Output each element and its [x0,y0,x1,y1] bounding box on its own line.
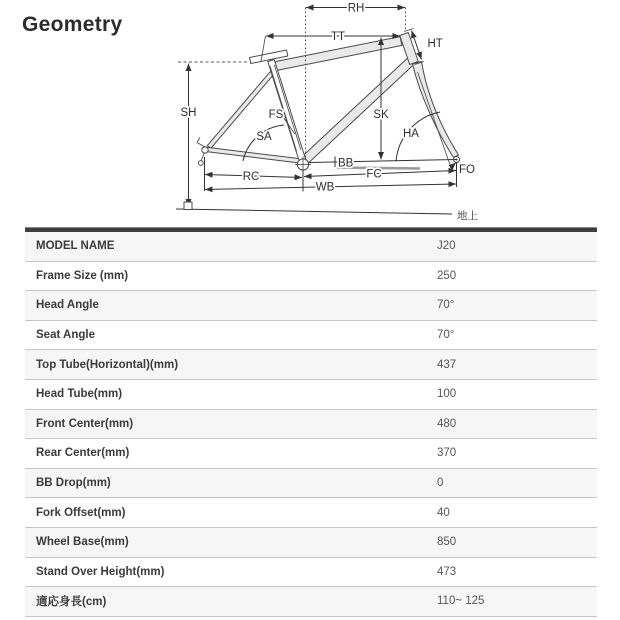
spec-value: 473 [437,565,457,578]
spec-value: 850 [437,536,457,549]
rear-dropout [202,147,208,153]
ground-label: 地上 [457,210,478,222]
table-row [25,291,597,321]
dropout-plate [197,143,205,148]
spec-value: 437 [437,358,457,371]
tt-label: TT [330,31,346,43]
table-row [25,498,597,528]
table-row [25,232,597,262]
spec-value: 480 [437,417,457,430]
table-row [25,587,597,617]
spec-label: MODEL NAME [36,240,115,253]
spec-value: 100 [437,388,457,401]
fc-label: FC [366,168,382,181]
frame-tubes [207,33,459,164]
spec-value: 70° [437,329,455,342]
spec-label: Top Tube(Horizontal)(mm) [36,358,179,371]
table-row [25,469,597,499]
page-title: Geometry [22,13,123,36]
spec-value: 370 [437,447,457,460]
spec-label: Fork Offset(mm) [36,506,126,519]
spec-value: 40 [437,506,450,519]
table-row [25,350,597,380]
ground-right-angle-marker [184,202,192,210]
bike-geometry-diagram [0,0,620,224]
ground-line [176,209,452,214]
table-row [25,439,597,469]
rc-label: RC [242,171,260,183]
spec-label: BB Drop(mm) [36,477,111,490]
spec-value: 110~ 125 [437,595,485,608]
spec-label: Wheel Base(mm) [36,536,129,549]
spec-label: Head Tube(mm) [36,388,123,401]
head-tube [400,33,419,65]
spec-value: 250 [437,269,457,282]
spec-label: Frame Size (mm) [36,269,129,282]
chain-stay [207,147,302,163]
wb-label: WB [315,181,335,194]
axle-line [309,160,456,163]
fo-label: FO [459,164,475,176]
spec-value: J20 [437,240,456,253]
spec-label: Stand Over Height(mm) [36,565,165,578]
sa-label: SA [256,131,272,143]
derailleur-link [201,153,205,162]
bb-label: BB [338,157,354,170]
sh-label: SH [180,107,197,119]
spec-label: Front Center(mm) [36,417,134,430]
table-row [25,410,597,440]
spec-label: Rear Center(mm) [36,447,130,460]
rh-label: RH [347,2,365,15]
spec-value: 0 [437,477,444,490]
spec-label: 適応身長(cm) [36,596,107,609]
ha-label: HA [403,128,419,140]
spec-label: Head Angle [36,299,99,312]
fork-blade [413,62,459,158]
geometry-table [25,227,597,617]
down-tube [302,58,414,164]
table-row [25,528,597,558]
steering-axis [418,72,452,169]
dropout-plate [197,138,200,143]
fo-arrow [450,163,456,169]
geometry-table-rows [25,232,597,617]
table-row [25,321,597,351]
fs-label: FS [268,109,284,121]
spec-value: 70° [437,299,455,312]
table-row [25,558,597,588]
sk-label: SK [373,109,389,121]
seat-post-line [274,65,301,150]
spec-label: Seat Angle [36,329,96,342]
table-row [25,262,597,292]
table-row [25,380,597,410]
derailleur-pulley [198,161,203,166]
ht-label: HT [427,38,443,50]
